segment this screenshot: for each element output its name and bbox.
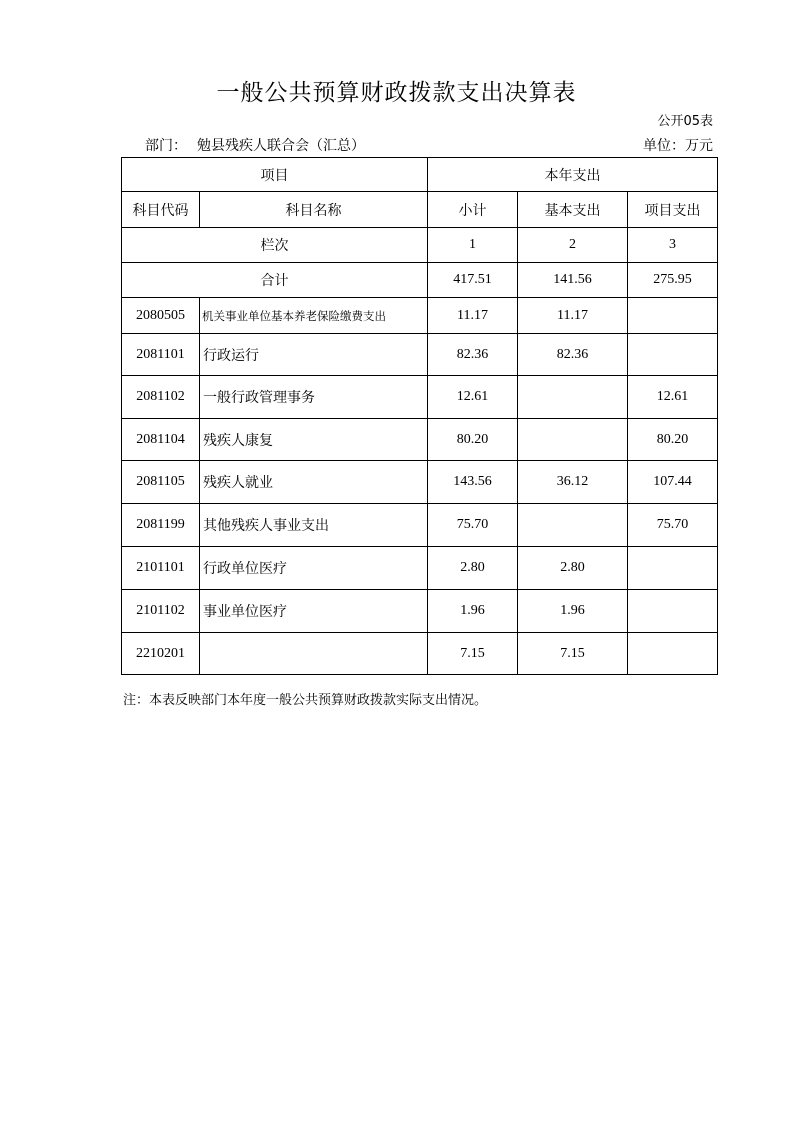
index-row [122,228,718,263]
row-subtotal: 7.15 [428,633,518,675]
table-row [122,334,718,376]
row-name: 事业单位医疗 [200,590,428,633]
row-project: 80.20 [628,419,718,461]
table-row [122,590,718,633]
row-basic [518,504,628,547]
row-project [628,298,718,334]
header-code: 科目代码 [122,192,200,228]
row-name: 机关事业单位基本养老保险缴费支出 [200,298,428,334]
table-row [122,298,718,334]
total-row [122,263,718,298]
row-subtotal: 80.20 [428,419,518,461]
row-basic: 7.15 [518,633,628,675]
row-subtotal: 11.17 [428,298,518,334]
department-name: 勉县残疾人联合会（汇总） [197,138,365,154]
total-label: 合计 [122,263,428,298]
row-basic: 82.36 [518,334,628,376]
row-code: 2081102 [122,376,200,419]
header-item: 项目 [122,158,428,192]
row-basic: 1.96 [518,590,628,633]
total-basic: 141.56 [518,263,628,298]
row-code: 2081101 [122,334,200,376]
row-code: 2101101 [122,547,200,590]
row-basic: 11.17 [518,298,628,334]
index-label: 栏次 [122,228,428,263]
row-subtotal: 12.61 [428,376,518,419]
row-basic: 2.80 [518,547,628,590]
row-name: 残疾人就业 [200,461,428,504]
expenditure-table [121,157,718,675]
unit-label: 单位：万元 [643,138,713,154]
row-subtotal: 2.80 [428,547,518,590]
header-basic: 基本支出 [518,192,628,228]
row-project [628,633,718,675]
row-name: 行政运行 [200,334,428,376]
row-subtotal: 143.56 [428,461,518,504]
row-name: 行政单位医疗 [200,547,428,590]
row-name [200,633,428,675]
row-subtotal: 75.70 [428,504,518,547]
row-code: 2080505 [122,298,200,334]
row-basic [518,376,628,419]
row-code: 2081105 [122,461,200,504]
total-project: 275.95 [628,263,718,298]
row-subtotal: 1.96 [428,590,518,633]
row-code: 2081104 [122,419,200,461]
header-row-columns [122,192,718,228]
table-row [122,547,718,590]
table-row [122,461,718,504]
row-project [628,590,718,633]
department-line [145,135,365,155]
row-name: 残疾人康复 [200,419,428,461]
header-current-year: 本年支出 [428,158,718,192]
row-code: 2081199 [122,504,200,547]
row-project: 12.61 [628,376,718,419]
row-project [628,547,718,590]
page-title: 一般公共预算财政拨款支出决算表 [216,80,577,106]
header-project: 项目支出 [628,192,718,228]
form-number: 公开05表 [657,114,713,129]
table-row [122,419,718,461]
row-basic: 36.12 [518,461,628,504]
row-code: 2101102 [122,590,200,633]
row-basic [518,419,628,461]
table-row [122,504,718,547]
row-name: 其他残疾人事业支出 [200,504,428,547]
header-row-top [122,158,718,192]
header-subtotal: 小计 [428,192,518,228]
department-label: 部门： [145,138,187,154]
row-code: 2210201 [122,633,200,675]
row-project: 75.70 [628,504,718,547]
row-subtotal: 82.36 [428,334,518,376]
footnote: 注：本表反映部门本年度一般公共预算财政拨款实际支出情况。 [123,693,488,708]
row-project: 107.44 [628,461,718,504]
row-name: 一般行政管理事务 [200,376,428,419]
index-2: 2 [518,228,628,263]
table-row [122,633,718,675]
header-name: 科目名称 [200,192,428,228]
total-subtotal: 417.51 [428,263,518,298]
index-3: 3 [628,228,718,263]
index-1: 1 [428,228,518,263]
row-project [628,334,718,376]
table-row [122,376,718,419]
